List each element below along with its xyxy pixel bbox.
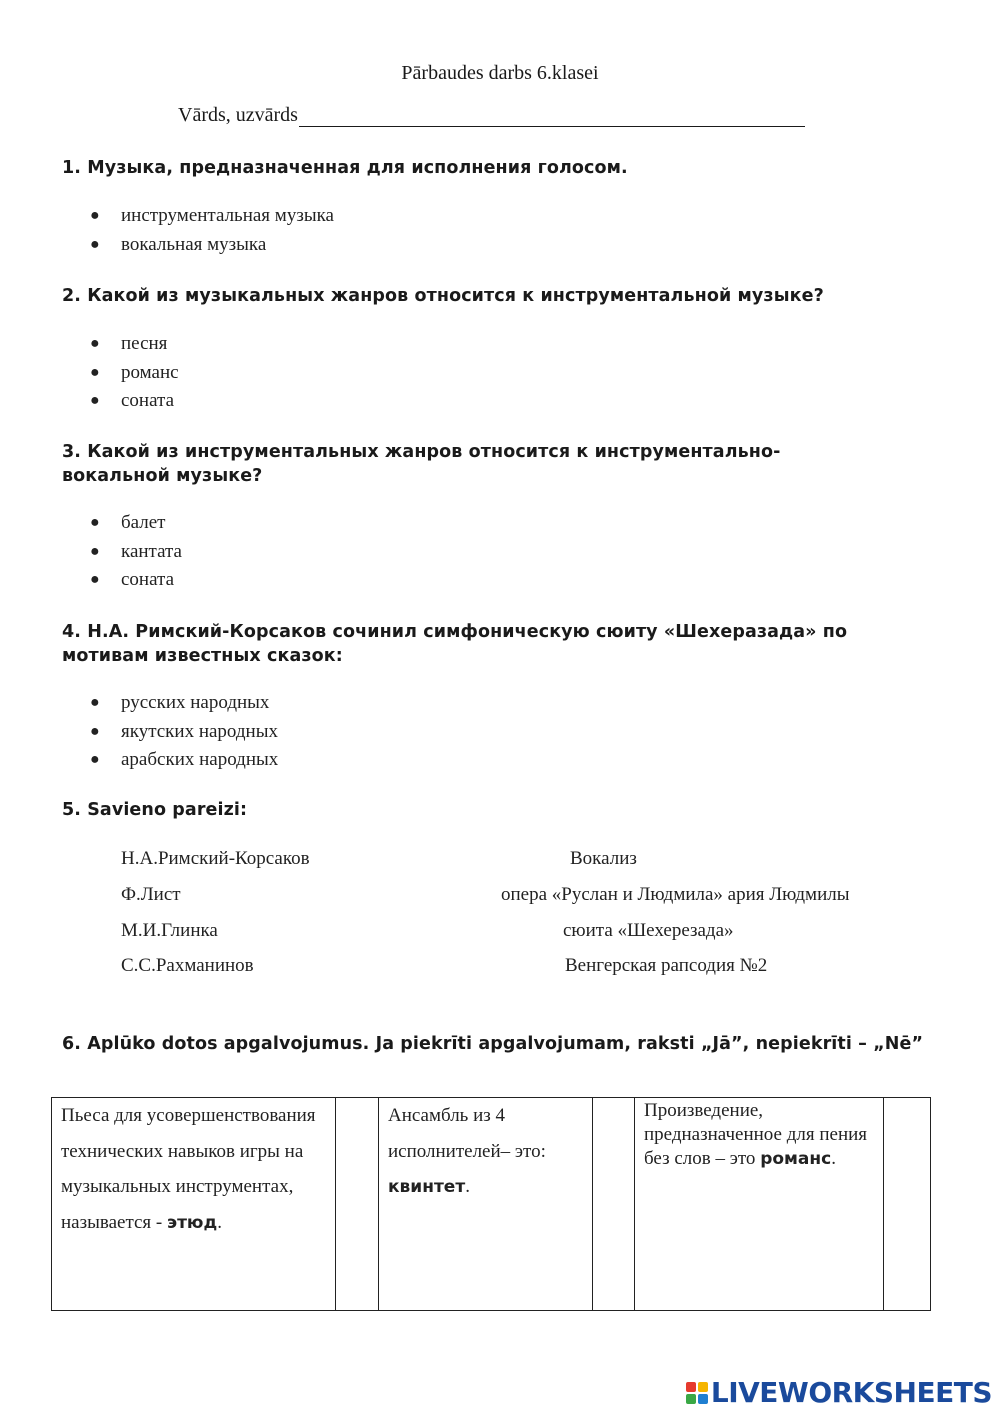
match-right-item[interactable]: Венгерская рапсодия №2 <box>565 955 768 976</box>
match-right-item[interactable]: Вокализ <box>570 848 637 869</box>
bullet-icon: ● <box>90 335 100 352</box>
question-1: 1. Музыка, предназначенная для исполнения голосом. <box>62 158 628 178</box>
question-6: 6. Aplūko dotos apgalvojumus. Ja piekrīti apgalvojumam, raksti „Jā”, nepiekrīti – „Nē” <box>62 1034 924 1054</box>
logo-squares-icon <box>686 1382 708 1404</box>
statement-cell: Пьеса для усовершенствования технических навыков игры на музыкальных инструментах, называется - этюд. <box>52 1098 336 1311</box>
match-left-item[interactable]: М.И.Глинка <box>121 920 218 941</box>
bullet-icon: ● <box>90 694 100 711</box>
statements-table <box>51 1097 931 1311</box>
name-label: Vārds, uzvārds <box>178 104 298 126</box>
question-3-options <box>62 509 182 595</box>
bullet-icon: ● <box>90 542 100 560</box>
option[interactable]: ● арабских народных <box>62 746 278 775</box>
option[interactable]: ● русских народных <box>62 689 278 718</box>
bullet-icon: ● <box>90 722 100 740</box>
liveworksheets-logo <box>686 1376 992 1409</box>
match-right-item[interactable]: сюита «Шехерезада» <box>563 920 734 941</box>
answer-cell[interactable] <box>593 1098 635 1311</box>
bullet-icon: ● <box>90 751 100 768</box>
match-left-item[interactable]: Ф.Лист <box>121 884 181 905</box>
match-left-item[interactable]: Н.А.Римский-Корсаков <box>121 848 310 869</box>
option[interactable]: ● соната <box>62 387 179 416</box>
question-4-options <box>62 689 278 775</box>
question-4: 4. Н.А. Римский-Корсаков сочинил симфоническую сюиту «Шехеразада» по мотивам известных сказок: <box>62 622 848 666</box>
option[interactable]: ● романс <box>62 359 179 388</box>
answer-cell[interactable] <box>336 1098 379 1311</box>
statement-cell: Произведение, предназначенное для пения без слов – это романс. <box>635 1098 884 1311</box>
option[interactable]: ● инструментальная музыка <box>62 202 334 231</box>
statement-cell: Ансамбль из 4 исполнителей– это: квинтет. <box>379 1098 593 1311</box>
bullet-icon: ● <box>90 514 100 531</box>
option[interactable]: ● соната <box>62 566 182 595</box>
bullet-icon: ● <box>90 235 100 253</box>
question-3: 3. Какой из инструментальных жанров относится к инструментально-вокальной музыке? <box>62 442 781 486</box>
logo-square <box>686 1382 696 1392</box>
logo-text: LIVEWORKSHEETS <box>710 1376 992 1409</box>
name-blank[interactable] <box>299 104 805 127</box>
option[interactable]: ● балет <box>62 509 182 538</box>
name-field <box>178 104 805 127</box>
logo-square <box>698 1382 708 1392</box>
question-2-options <box>62 330 179 416</box>
logo-square <box>686 1394 696 1404</box>
answer-cell[interactable] <box>884 1098 931 1311</box>
bullet-icon: ● <box>90 207 100 224</box>
question-5: 5. Savieno pareizi: <box>62 800 248 820</box>
match-right-item[interactable]: опера «Руслан и Людмила» ария Людмилы <box>501 884 850 905</box>
option[interactable]: ● песня <box>62 330 179 359</box>
option[interactable]: ● якутских народных <box>62 718 278 747</box>
bullet-icon: ● <box>90 392 100 409</box>
match-left-item[interactable]: С.С.Рахманинов <box>121 955 254 976</box>
question-1-options <box>62 202 334 259</box>
logo-square <box>698 1394 708 1404</box>
worksheet-title: Pārbaudes darbs 6.klasei <box>401 62 599 84</box>
bullet-icon: ● <box>90 571 100 588</box>
option[interactable]: ● кантата <box>62 538 182 567</box>
option[interactable]: ● вокальная музыка <box>62 231 334 260</box>
bullet-icon: ● <box>90 363 100 381</box>
question-2: 2. Какой из музыкальных жанров относится к инструментальной музыке? <box>62 286 824 306</box>
